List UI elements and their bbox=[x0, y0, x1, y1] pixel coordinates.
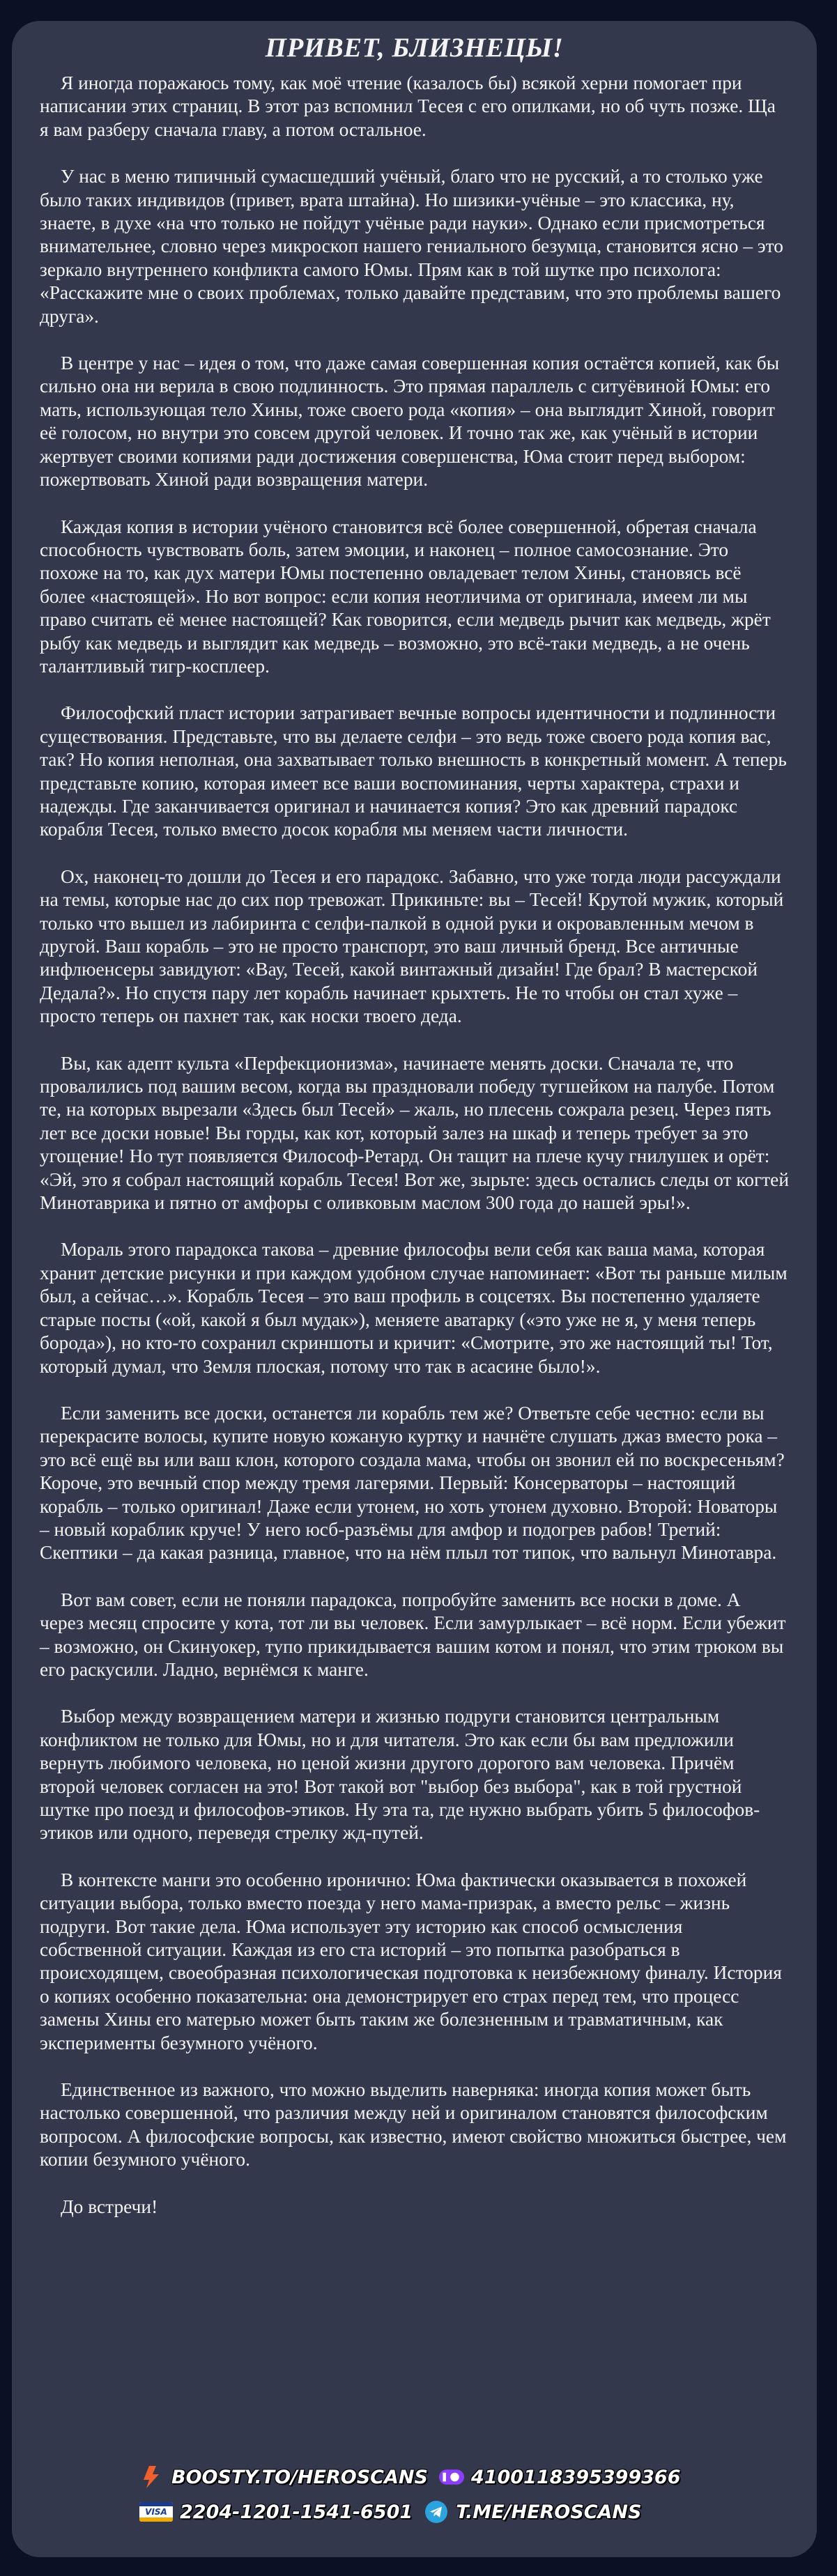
support-row bbox=[139, 2460, 681, 2494]
paragraph: Вот вам совет, если не поняли парадокса, попробуйте заменить все носки в доме. А через месяц спросите у кота, тот ли вы человек. Если замурлыкает – всё норм. Если убежит – возможно, он Скинуокер, тупо прикидывается вашим котом и понял, что этим трюком вы его раскусили. Ладно, вернёмся к манге. bbox=[40, 1589, 786, 1680]
wallet-number: 4100118395399366 bbox=[470, 2466, 681, 2488]
content-card bbox=[12, 21, 817, 2557]
page-title: ПРИВЕТ, БЛИЗНЕЦЫ! bbox=[265, 33, 564, 63]
boosty-link[interactable] bbox=[139, 2465, 428, 2490]
yoomoney-wallet[interactable] bbox=[439, 2465, 681, 2490]
boosty-icon bbox=[139, 2465, 164, 2490]
paragraph: Единственное из важного, что можно выделить наверняка: иногда копия может быть настолько совершенной, что различия между ней и оригиналом становятся философским вопросом. А философские вопросы, как известно, имеют свойство множиться быстрее, чем копии безумного учёного. bbox=[40, 2079, 787, 2170]
paragraph: Выбор между возвращением матери и жизнью подруги становится центральным конфликтом не только для Юмы, но и для читателя. Это как если бы вам предложили вернуть любимого человека, но ценой жизни другого дорогого вам человека. Причём второй человек согласен на это! Вот такой вот "выбор без выбора", как в той грустной шутке про поезд и философов-этиков. Ну эта та, где нужно выбрать убить 5 философов-этиков или одного, переведя стрелку жд-путей. bbox=[40, 1706, 760, 1844]
paragraph: Вы, как адепт культа «Перфекционизма», начинаете менять доски. Сначала те, что провалились под вашим весом, когда вы праздновали победу тугшейком на палубе. Потом те, на которых вырезали «Здесь был Тесей» – жаль, но плесень сожрала резец. Через пять лет все доски новые! Вы горды, как кот, который залез на шкаф и теперь требует за это угощение! Но тут появляется Философ-Ретард. Он тащит на плече кучу гнилушек и орёт: «Эй, это я собрал настоящий корабль Тесея! Вот же, зырьте: здесь остались следы от когтей Минотаврика и пятно от амфоры с оливковым маслом 300 года до нашей эры!». bbox=[40, 1052, 790, 1214]
paragraph: Мораль этого парадокса такова – древние философы вели себя как ваша мама, которая хранит детские рисунки и при каждом удобном случае напоминает: «Вот ты раньше милым был, а сейчас…». Корабль Тесея – это ваш профиль в соцсетях. Вы постепенно удаляете старые посты («ой, какой я был мудак»), меняете аватарку («это уже не я, у меня теперь борода»), но кто-то сохранил скриншоты и кричит: «Смотрите, это же настоящий ты! Тот, который думал, что Земля плоская, потому что так в асасине было!». bbox=[40, 1239, 788, 1377]
paragraph: Ох, наконец-то дошли до Тесея и его парадокс. Забавно, что уже тогда люди рассуждали на темы, которые нас до сих пор тревожат. Прикиньте: вы – Тесей! Крутой мужик, который только что вышел из лабиринта с селфи-палкой в одной руки и окровавленным мечом в другой. Ваш корабль – это не просто транспорт, это ваш личный бренд. Все античные инфлюенсеры завидуют: «Вау, Тесей, какой винтажный дизайн! Где брал? В мастерской Дедала?». Но спустя пару лет корабль начинает крыхтеть. Не то чтобы он стал хуже – просто теперь он пахнет так, как носки твоего деда. bbox=[40, 865, 784, 1027]
closing-line: До встречи! bbox=[61, 2196, 158, 2217]
support-row bbox=[139, 2494, 669, 2529]
paragraph: В контексте манги это особенно иронично: Юма фактически оказывается в похожей ситуации выбора, только вместо поезда у него мама-призрак, а вместо рельс – жизнь подруги. Вот такие дела. Юма использует эту историю как способ осмысления собственной ситуации. Каждая из его ста историй – это попытка разобраться в происходящем, своеобразная психологическая подготовка к неизбежному финалу. История о копиях особенно показательна: она демонстрирует его страх перед тем, что процесс замены Хины его матерью может быть таким же болезненным и травматичным, как эксперименты безумного учёного. bbox=[40, 1869, 782, 2053]
telegram-link[interactable] bbox=[424, 2499, 641, 2524]
paragraph: Я иногда поражаюсь тому, как моё чтение (казалось бы) всякой херни помогает при написании этих страниц. В этот раз вспомнил Тесея с его опилками, но об чуть позже. Ща я вам разберу сначала главу, а потом остальное. bbox=[40, 72, 776, 140]
paragraph: У нас в меню типичный сумасшедший учёный, благо что не русский, а то столько уже было таких индивидов (привет, врата штайна). Но шизики-учёные – это классика, ну, знаете, в духе «на что только не пойдут учёные ради науки». Однако если присмотреться внимательнее, словно через микроскоп нашего гениального безумца, становится ясно – это зеркало внутреннего конфликта самого Юмы. Прям как в той шутке про психолога: «Расскажите мне о своих проблемах, только давайте представим, что это проблемы вашего друга». bbox=[40, 166, 783, 327]
paragraph: Каждая копия в истории учёного становится всё более совершенной, обретая сначала способность чувствовать боль, затем эмоции, и наконец – полное самосознание. Это похоже на то, как дух матери Юмы постепенно овладевает телом Хины, становясь всё более «настоящей». Но вот вопрос: если копия неотличима от оригинала, имеем ли мы право считать её менее настоящей? Как говорится, если медведь рычит как медведь, жрёт рыбу как медведь и выглядит как медведь – возможно, это всё-таки медведь, а не очень талантливый тигр-косплеер. bbox=[40, 516, 771, 677]
telegram-icon bbox=[424, 2499, 449, 2524]
yoomoney-icon bbox=[439, 2465, 464, 2490]
telegram-url: T.ME/HEROSCANS bbox=[456, 2501, 642, 2523]
card-number: 2204-1201-1541-6501 bbox=[180, 2501, 413, 2523]
support-links bbox=[139, 2460, 681, 2529]
paragraph: Философский пласт истории затрагивает вечные вопросы идентичности и подлинности существования. Представьте, что вы делаете селфи – это ведь тоже своего рода копия вас, так? Но копия неполная, она захватывает только внешность в конкретный момент. А теперь представьте копию, которая имеет все ваши воспоминания, черты характера, страхи и надежды. Где заканчивается оригинал и начинается копия? Это как древний парадокс корабля Тесея, только вместо досок корабля мы меняем части личности. bbox=[40, 702, 787, 840]
card-number-item[interactable] bbox=[139, 2501, 413, 2523]
paragraph: В центре у нас – идея о том, что даже самая совершенная копия остаётся копией, как бы сильно она ни верила в свою подлинность. Это прямая параллель с ситуёвиной Юмы: его мать, использующая тело Хины, тоже своего рода «копия» – она выглядит Хиной, говорит её голосом, но внутри это совсем другой человек. И точно так же, как учёный в истории жертвует своими копиями ради достижения совершенства, Юма стоит перед выбором: пожертвовать Хиной ради возвращения матери. bbox=[40, 353, 780, 491]
paragraph: Если заменить все доски, останется ли корабль тем же? Ответьте себе честно: если вы перекрасите волосы, купите новую кожаную куртку и начнёте слушать джаз вместо рока – это всё ещё вы или ваш клон, которого создала мама, чтобы он звонил ей по воскресеньям? Короче, это вечный спор между тремя лагерями. Первый: Консерваторы – настоящий корабль – только оригинал! Даже если утонем, но хоть утонем духовно. Второй: Новаторы – новый кораблик круче! У него юсб-разъёмы для амфор и подогрев рабов! Третий: Скептики – да какая разница, главное, что на нём плыл тот типок, что вальнул Минотавра. bbox=[40, 1402, 785, 1564]
visa-card-icon: VISA bbox=[139, 2502, 173, 2522]
boosty-url: BOOSTY.TO/HEROSCANS bbox=[171, 2466, 428, 2488]
